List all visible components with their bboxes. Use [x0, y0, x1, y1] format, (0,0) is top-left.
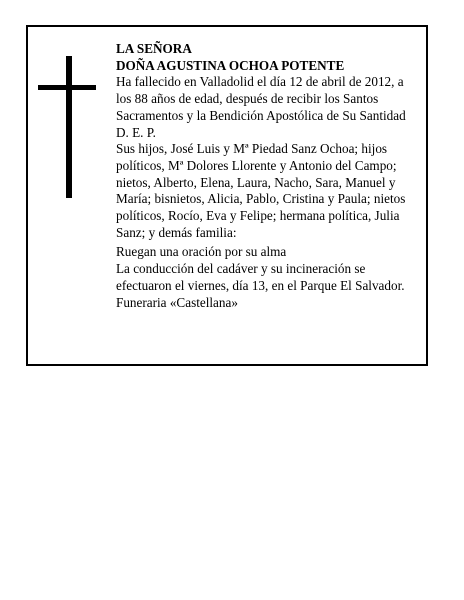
heading-title: LA SEÑORA [116, 41, 192, 56]
funeral-home: Funeraria «Castellana» [116, 294, 238, 310]
obituary-notice [26, 25, 428, 366]
prayer-request: Ruegan una oración por su alma [116, 244, 287, 260]
cross-icon [66, 56, 72, 198]
death-announcement: Ha fallecido en Valladolid el día 12 de abril de 2012, a los 88 años de edad, después de recibir los Santos Sacramentos y la Bendición Apostólica de Su Santidad D. E. P. [116, 74, 406, 140]
obituary-text [116, 41, 420, 311]
deceased-name: DOÑA AGUSTINA OCHOA POTENTE [116, 57, 345, 73]
funeral-info: La conducción del cadáver y su incineración se efectuaron el viernes, día 13, en el Parque El Salvador. [116, 261, 405, 293]
cross-icon-bar [38, 85, 96, 90]
family-list: Sus hijos, José Luis y Mª Piedad Sanz Ochoa; hijos políticos, Mª Dolores Llorente y Antonio del Campo; nietos, Alberto, Elena, Laura, Nacho, Sara, Manuel y María; bisnietos, Alicia, Pablo, Cristina y Paula; nietos políticos, Rocío, Eva y Felipe; hermana política, Julia Sanz; y demás familia: [116, 141, 406, 240]
